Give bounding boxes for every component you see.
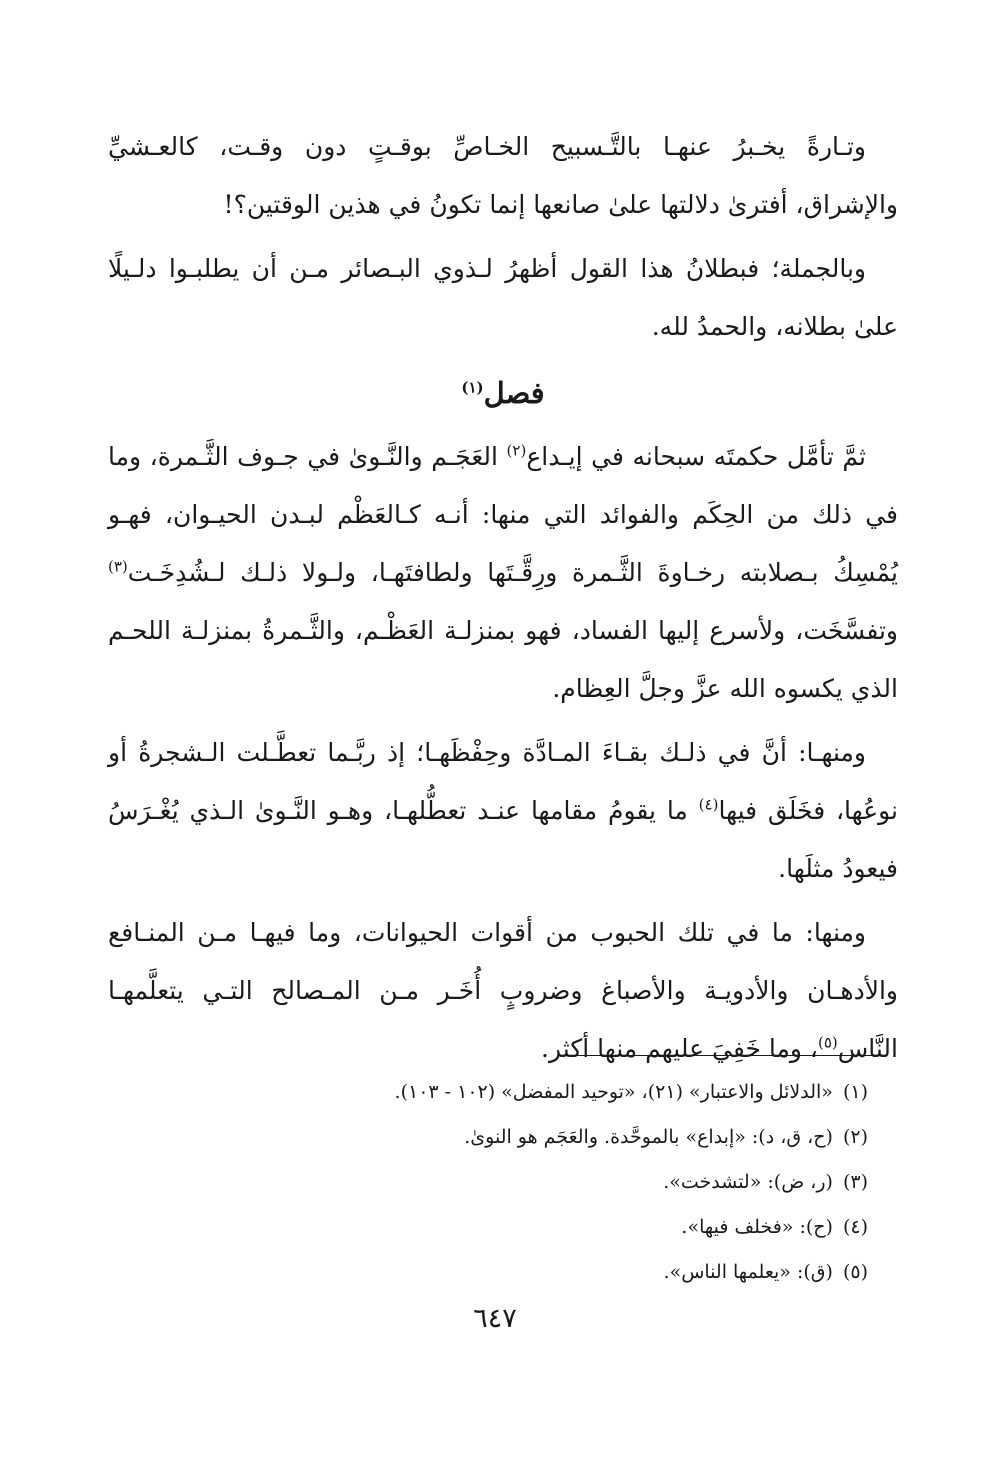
footnotes <box>108 1070 898 1295</box>
paragraph-5-part-a: ومنها: ما في تلك الحبوب من أقوات الحيوانات، وما فيهـا مـن المنـافع والأدهـان والأدويـة والأصباغ وضروبٍ أُخَـر مـن المـصالح التـي يتعلَّمهـا النَّاس <box>108 918 898 1063</box>
main-text <box>108 118 898 1084</box>
footnote-text: (ح): «فخلف فيها». <box>681 1216 833 1238</box>
footnote-text: «الدلائل والاعتبار» (٢١)، «توحيد المفضل» (١٠٢ - ١٠٣). <box>394 1081 833 1103</box>
paragraph-3-part-b: العَجَـم والنَّـوىٰ في جـوف الثَّـمرة، وما في ذلك من الحِكَم والفوائد التي منها: أنـه كـالعَظْم لبـدن الحيـوان، فهـو يُمْسِكُ بـصلابته رخـاوةَ الثَّـمرة ورِقَّـتَها ولطافتَهـا، ولـولا ذلـك لـشُدِخَـت <box>108 442 898 587</box>
paragraph-4-part-b: ما يقومُ مقامها عنـد تعطُّلهـا، وهـو النَّـوىٰ الـذي يُغْـرَسُ فيعودُ مثلَها. <box>108 796 898 883</box>
footnote-1 <box>108 1070 898 1115</box>
paragraph-3-part-c: وتفسَّخَت، ولأسرع إليها الفساد، فهو بمنزلـة العَظْـم، والثَّـمرةُ بمنزلـة اللحـم الذي يكسوه الله عزَّ وجلَّ العِظام. <box>108 616 898 703</box>
footnote-number: (١) <box>842 1081 868 1103</box>
footnote-4 <box>108 1205 898 1250</box>
paragraph-2: وبالجملة؛ فبطلانُ هذا القول أظهرُ لـذوي البـصائر مـن أن يطلبـوا دلـيلًا علىٰ بطلانه، والحمدُ لله. <box>108 254 898 341</box>
footnote-text: (ق): «يعلمها الناس». <box>663 1261 833 1283</box>
footnote-number: (٥) <box>842 1261 868 1283</box>
page-number: ٦٤٧ <box>473 1303 517 1334</box>
footnote-ref-5: (٥) <box>817 1033 838 1052</box>
footnote-ref-3: (٣) <box>108 557 128 576</box>
footnote-divider <box>572 1055 885 1056</box>
footnote-text: (ر، ض): «لتشدخت». <box>663 1171 833 1193</box>
footnote-2 <box>108 1115 898 1160</box>
footnote-ref-4: (٤) <box>698 795 719 814</box>
paragraph-4 <box>108 724 898 898</box>
footnote-number: (٢) <box>842 1126 868 1148</box>
paragraph-3-part-a: ثمَّ تأمَّل حكمتَه سبحانه في إيـداع <box>526 442 867 471</box>
paragraph-1: وتـارةً يخـبرُ عنهـا بالتَّـسبيح الخـاصِّ بوقـتٍ دون وقـت، كالعـشيِّ والإشراق، أفترىٰ دلالتها علىٰ صانعها إنما تكونُ في هذين الوقتين؟! <box>108 132 898 219</box>
footnote-ref-2: (٢) <box>506 441 527 460</box>
footnote-5 <box>108 1250 898 1295</box>
footnote-ref-1: (١) <box>461 378 484 397</box>
paragraph-5-part-b: ، وما خَفِيَ عليهم منها أكثر. <box>541 1034 818 1063</box>
footnote-number: (٣) <box>842 1171 868 1193</box>
paragraph-5 <box>108 904 898 1078</box>
section-title-text: فصل <box>483 376 545 410</box>
footnote-number: (٤) <box>842 1216 868 1238</box>
section-title <box>108 364 898 422</box>
paragraph-4-part-a: ومنهـا: أنَّ في ذلـك بقـاءَ المـادَّة وحِفْظَهـا؛ إذ ربَّـما تعطَّـلت الـشجرةُ أو نوعُها، فخَلَق فيها <box>108 738 898 825</box>
footnote-3 <box>108 1160 898 1205</box>
paragraph-3 <box>108 428 898 718</box>
footnote-text: (ح، ق، د): «إبداع» بالموحَّدة. والعَجَم هو النوىٰ. <box>464 1126 833 1148</box>
